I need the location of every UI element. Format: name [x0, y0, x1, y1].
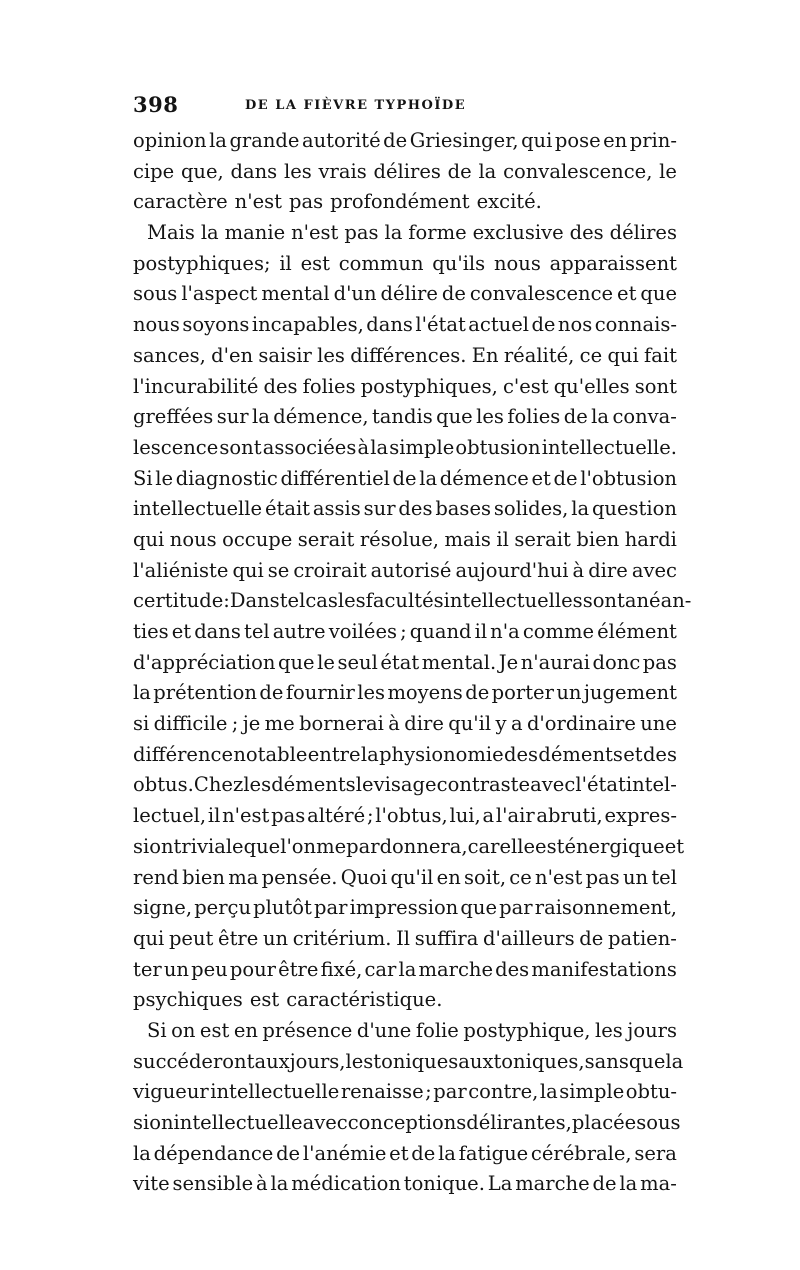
text-line: vite sensible à la médication tonique. La marche de la ma- [133, 1172, 677, 1196]
text-line: la prétention de fournir les moyens de porter un jugement [133, 681, 677, 705]
text-line: Mais la manie n'est pas la forme exclusive des délires [147, 221, 677, 245]
text-line: ties et dans tel autre voilées ; quand il n'a comme élément [133, 620, 677, 643]
running-title: DE LA FIÈVRE TYPHOÏDE [245, 98, 467, 113]
text-line: rend bien ma pensée. Quoi qu'il en soit, ce n'est pas un tel [133, 865, 677, 889]
text-line: sances, d'en saisir les différences. En réalité, ce qui fait [133, 343, 677, 367]
text-line: d'appréciation que le seul état mental. Je n'aurai donc pas [133, 650, 677, 674]
text-line: opinion la grande autorité de Griesinger, qui pose en prin- [133, 129, 677, 152]
text-line: qui nous occupe serait résolue, mais il serait bien hardi [133, 527, 677, 551]
text-line: cipe que, dans les vrais délires de la convalescence, le [133, 159, 677, 183]
text-line: greffées sur la démence, tandis que les folies de la conva- [133, 405, 677, 429]
text-line: sion triviale que l'on me pardonnera, car elle est énergique et [133, 834, 685, 858]
text-line: lectuel, il n'est pas altéré ; l'obtus, lui, a l'air abruti, expres- [133, 804, 677, 828]
text-line: ter un peu pour être fixé, car la marche des manifestations [133, 957, 677, 981]
text-line: intellectuelle était assis sur des bases solides, la question [133, 497, 677, 521]
text-line: psychiques est caractéristique. [133, 988, 443, 1012]
text-line: succéderont aux jours, les toniques aux toniques, sans que la [133, 1049, 684, 1073]
text-line: postyphiques; il est commun qu'ils nous apparaissent [133, 251, 677, 275]
text-line: vigueur intellectuelle renaisse ; par contre, la simple obtu- [133, 1080, 677, 1104]
body-text [133, 126, 692, 1200]
page-header [133, 92, 677, 122]
text-line: Si le diagnostic différentiel de la démence et de l'obtusion [133, 466, 677, 490]
text-line: caractère n'est pas profondément excité. [133, 190, 542, 214]
text-line: l'aliéniste qui se croirait autorisé aujourd'hui à dire avec [133, 558, 677, 582]
text-line: sous l'aspect mental d'un délire de convalescence et que [133, 282, 677, 306]
text-line: la dépendance de l'anémie et de la fatigue cérébrale, sera [133, 1141, 677, 1165]
page-number: 398 [133, 92, 179, 117]
text-line: signe, perçu plutôt par impression que par raisonnement, [133, 896, 677, 920]
text-line: lescence sont associées à la simple obtusion intellectuelle. [133, 435, 677, 459]
text-line: obtus. Chez les déments le visage contraste avec l'état intel- [133, 773, 677, 797]
text-line: certitude : Dans tel cas les facultés intellectuelles sont anéan- [133, 589, 692, 613]
text-line: l'incurabilité des folies postyphiques, c'est qu'elles sont [133, 374, 677, 398]
text-line: Si on est en présence d'une folie postyphique, les jours [147, 1018, 677, 1042]
text-line: différence notable entre la physionomie des déments et des [133, 742, 677, 766]
text-line: qui peut être un critérium. Il suffira d'ailleurs de patien- [133, 926, 677, 950]
text-line: si difficile ; je me bornerai à dire qu'il y a d'ordinaire une [133, 712, 677, 736]
text-line: sion intellectuelle avec conceptions délirantes, placée sous [133, 1111, 681, 1134]
text-line: nous soyons incapables, dans l'état actuel de nos connais- [133, 313, 677, 337]
